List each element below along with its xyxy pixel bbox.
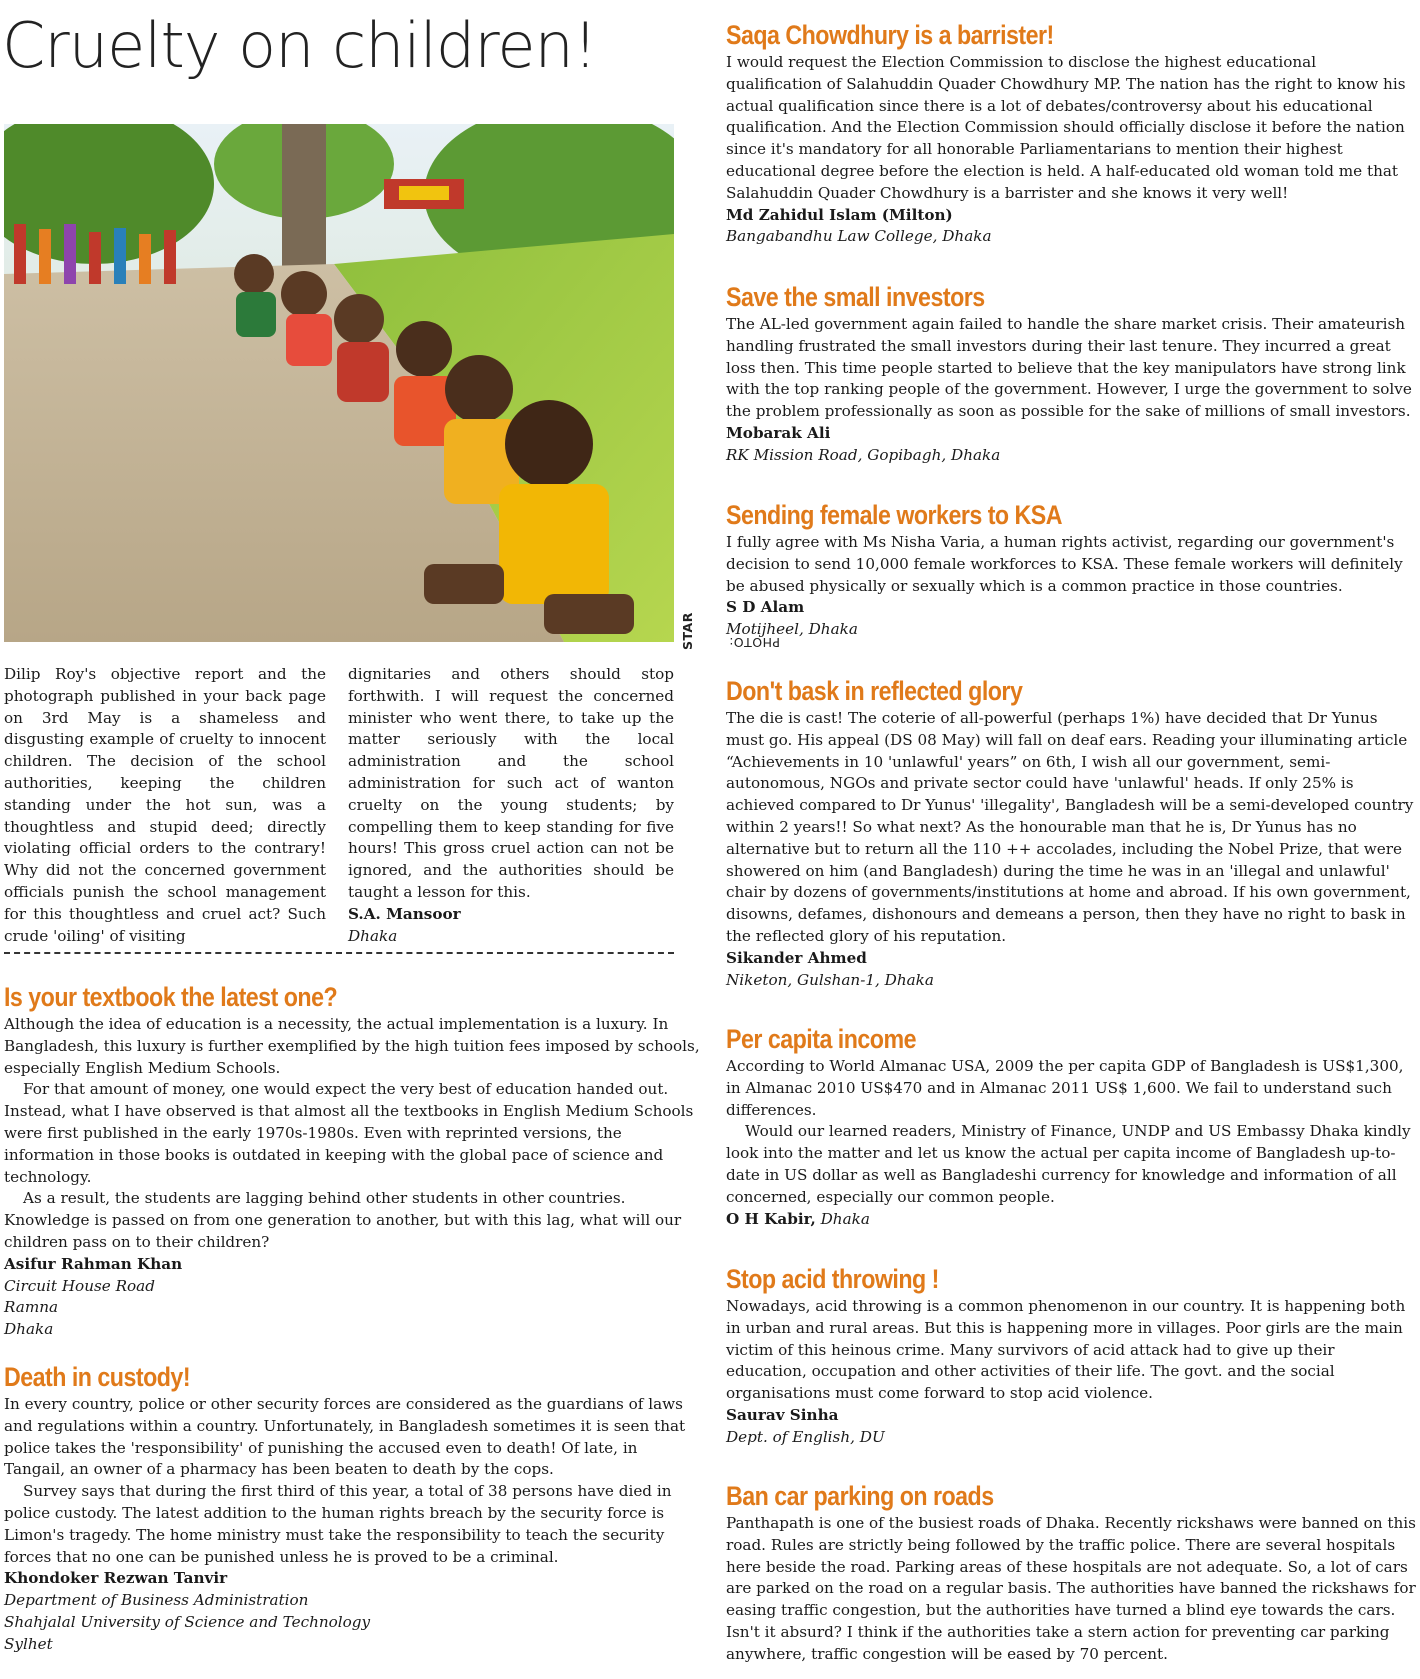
letter-author: Khondoker Rezwan Tanvir	[4, 1569, 228, 1588]
letter-author: Saurav Sinha	[726, 1405, 839, 1424]
letter-place: Niketon, Gulshan-1, Dhaka	[726, 970, 934, 989]
cruelty-letter-text-1: Dilip Roy's objective report and the photograph published in your back page on 3rd May is a shameless and disgusting example of cruelty to innocent children. The decision of the school authorities, keeping the children standing under the hot sun, was a thoughtless and stupid deed; directly violating official orders to the contrary! Why did not the concerned government officials punish the school management for this thoughtless and cruel act? Such crude 'oiling' of visiting	[4, 665, 326, 945]
cruelty-letter-place: Dhaka	[348, 926, 398, 945]
letter-address-line: Sylhet	[4, 1634, 53, 1653]
letter-paragraph: Would our learned readers, Ministry of Finance, UNDP and US Embassy Dhaka kindly look into the matter and let us know the actual per capita income of Bangladesh up-to-date in US dollar as well as Bangladeshi currency for knowledge and information of all concerned, especially our common people.	[726, 1122, 1411, 1206]
letter-address-line: Circuit House Road	[4, 1276, 155, 1295]
cruelty-letter-author: S.A. Mansoor	[348, 904, 461, 923]
letter-author: Sikander Ahmed	[726, 948, 867, 967]
letter-address-line: Ramna	[4, 1298, 59, 1317]
photo-credit: PHOTO: STAR	[680, 612, 780, 650]
letter-headline: Per capita income	[726, 1024, 916, 1054]
letter-paragraph: Nowadays, acid throwing is a common phenomenon in our country. It is happening both in urban and rural areas. But this is happening more in villages. Poor girls are the main victim of this heinous crime. Many survivors of acid attack had to give up their education, occupation and other activities of their life. The govt. and the social organisations must come forward to stop acid violence.	[726, 1297, 1406, 1403]
cruelty-letter-column-2	[348, 664, 674, 947]
letter-paragraph: According to World Almanac USA, 2009 the per capita GDP of Bangladesh is US$1,300, in Almanac 2010 US$470 and in Almanac 2011 US$ 1,600. We fail to understand such differences.	[726, 1057, 1404, 1119]
letter-address-line: Department of Business Administration	[4, 1591, 309, 1610]
letter-paragraph: Although the idea of education is a necessity, the actual implementation is a luxury. In Bangladesh, this luxury is further exemplified by the high tuition fees imposed by schools, especially English Medium Schools.	[4, 1015, 700, 1077]
letter-textbook	[4, 980, 700, 1341]
letter-headline: Ban car parking on roads	[726, 1481, 994, 1511]
letter-address-line: Dhaka	[4, 1320, 54, 1339]
letter-paragraph: I fully agree with Ms Nisha Varia, a human rights activist, regarding our government's decision to send 10,000 female workforces to KSA. These female workers will definitely be abused physically or sexually which is a common practice in those countries.	[726, 533, 1403, 595]
letter-headline: Save the small investors	[726, 282, 985, 312]
letter-headline: Death in custody!	[4, 1362, 191, 1392]
letter-author: Asifur Rahman Khan	[4, 1254, 183, 1273]
letter-place: RK Mission Road, Gopibagh, Dhaka	[726, 445, 1001, 464]
letter-author: S D Alam	[726, 598, 805, 617]
letter-custody	[4, 1360, 700, 1656]
page-title: Cruelty on children!	[2, 9, 597, 82]
letter-author: Mobarak Ali	[726, 423, 831, 442]
children-photo-illustration	[4, 124, 674, 642]
letter-headline: Stop acid throwing !	[726, 1264, 939, 1294]
letter-paragraph: For that amount of money, one would expect the very best of education handed out. Instead, what I have observed is that almost all the textbooks in English Medium Schools were first published in the early 1970s-1980s. Even with reprinted versions, the information in those books is outdated in keeping with the global pace of science and technology.	[4, 1080, 694, 1186]
letter-place: Motijheel, Dhaka	[726, 620, 858, 639]
letter-glory	[726, 674, 1416, 991]
letter-paragraph: Survey says that during the first third of this year, a total of 38 persons have died in police custody. The latest addition to the human rights breach by the security force is Limon's tragedy. The home ministry must take the responsibility to teach the security forces that no one can be punished unless he is proved to be a criminal.	[4, 1482, 672, 1566]
cruelty-letter-text-2: dignitaries and others should stop forthwith. I will request the concerned minister who went there, to take up the matter seriously with the local administration and the school administration for such act of wanton cruelty on the young students; by compelling them to keep standing for five hours! This gross cruel action can not be ignored, and the authorities should be taught a lesson for this.	[348, 665, 674, 901]
letter-headline: Is your textbook the latest one?	[4, 982, 338, 1012]
letter-author: O H Kabir,	[726, 1209, 816, 1228]
letter-barrister	[726, 18, 1416, 248]
letter-place: Bangabandhu Law College, Dhaka	[726, 227, 992, 246]
letter-ksa	[726, 498, 1416, 641]
children-photo	[4, 124, 674, 642]
letter-headline: Sending female workers to KSA	[726, 500, 1063, 530]
letter-headline: Saqa Chowdhury is a barrister!	[726, 20, 1054, 50]
letter-income	[726, 1022, 1416, 1230]
letter-parking	[726, 1479, 1416, 1666]
letter-place: Dhaka	[820, 1209, 870, 1228]
letter-headline: Don't bask in reflected glory	[726, 676, 1023, 706]
letter-paragraph: The die is cast! The coterie of all-powerful (perhaps 1%) have decided that Dr Yunus must go. His appeal (DS 08 May) will fall on deaf ears. Reading your illuminating article “Achievements in 10 'unlawful' years” on 6th, I wish all our government, semi-autonomous, NGOs and private sector could have 'unlawful' heads. If only 25% is achieved compared to Dr Yunus' 'illegality', Bangladesh will be a semi-developed country within 2 years!! So what next? As the honourable man that he is, Dr Yunus has no alternative but to return all the 110 ++ accolades, including the Nobel Prize, that were showered on him (and Bangladesh) during the time he was in an 'illegal and unlawful' chair by dozens of governments/institutions at home and abroad. If his own government, disowns, defames, dishonours and demeans a person, then they have no right to bask in the reflected glory of his reputation.	[726, 709, 1414, 945]
letter-place: Dept. of English, DU	[726, 1427, 885, 1446]
letter-paragraph: In every country, police or other security forces are considered as the guardians of laws and regulations within a country. Unfortunately, in Bangladesh sometimes it is seen that police takes the 'responsibility' of punishing the accused even to death! Of late, in Tangail, an owner of a pharmacy has been beaten to death by the cops.	[4, 1395, 686, 1479]
letter-investors	[726, 280, 1416, 467]
letter-paragraph: As a result, the students are lagging behind other students in other countries. Knowledge is passed on from one generation to another, but with this lag, what will our children pass on to their children?	[4, 1189, 682, 1251]
letter-paragraph: The AL-led government again failed to handle the share market crisis. Their amateurish handling frustrated the small investors during their last tenure. They incurred a great loss then. This time people started to believe that the key manipulators have strong link with the top ranking people of the government. However, I urge the government to solve the problem professionally as soon as possible for the sake of millions of small investors.	[726, 315, 1412, 421]
letter-author: Md Zahidul Islam (Milton)	[726, 205, 953, 224]
cruelty-letter-column-1	[4, 664, 326, 947]
letter-paragraph: I would request the Election Commission to disclose the highest educational qualification of Salahuddin Quader Chowdhury MP. The nation has the right to know his actual qualification since there is a lot of debates/controversy about his educational qualification. And the Election Commission should officially disclose it before the nation since it's mandatory for all honorable Parliamentarians to mention their highest educational degree before the election is held. A half-educated old woman told me that Salahuddin Quader Chowdhury is a barrister and she knows it very well!	[726, 53, 1406, 202]
dashed-divider	[4, 952, 674, 954]
letter-acid	[726, 1262, 1416, 1449]
letter-address-line: Shahjalal University of Science and Technology	[4, 1612, 371, 1631]
letter-paragraph: Panthapath is one of the busiest roads of Dhaka. Recently rickshaws were banned on this road. Rules are strictly being followed by the traffic police. There are several hospitals here beside the road. Parking areas of these hospitals are not adequate. So, a lot of cars are parked on the road on a regular basis. The authorities have banned the rickshaws for easing traffic congestion, but the authorities have turned a blind eye towards the cars. Isn't it absurd? I think if the authorities take a stern action for preventing car parking anywhere, traffic congestion will be eased by 70 percent.	[726, 1514, 1416, 1663]
